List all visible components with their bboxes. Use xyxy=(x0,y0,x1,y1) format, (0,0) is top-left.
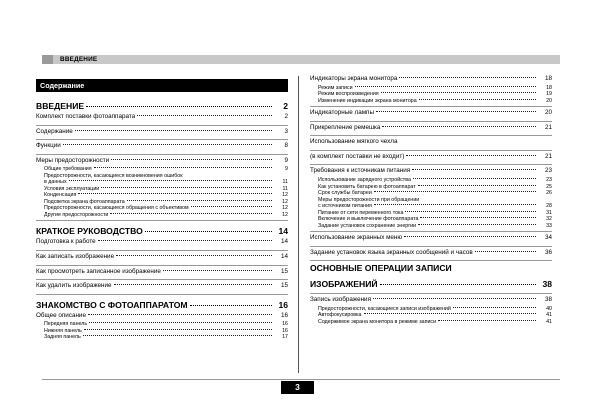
leader-dots xyxy=(127,200,272,201)
toc-page-number: 38 xyxy=(544,296,552,304)
leader-dots xyxy=(453,307,536,308)
toc-sub-label: Другие предосторожности xyxy=(44,211,109,218)
toc-chapter-label: ВВЕДЕНИЕ xyxy=(36,101,85,111)
toc-page-number: 33 xyxy=(546,222,552,229)
leader-dots xyxy=(190,305,272,306)
toc-left-column xyxy=(36,75,288,341)
toc-page-number: 18 xyxy=(546,84,552,91)
leader-dots xyxy=(84,329,272,330)
toc-page-number: 12 xyxy=(282,211,288,218)
toc-entry[interactable] xyxy=(310,296,552,306)
toc-sub-label: Питание от сети переменного тока xyxy=(318,209,404,216)
entry-separator xyxy=(36,154,288,155)
leader-dots xyxy=(373,298,536,299)
leader-dots xyxy=(418,224,536,225)
toc-entry[interactable] xyxy=(36,268,288,278)
leader-dots xyxy=(63,144,272,145)
toc-entry-label: Как просмотреть записанное изображение xyxy=(36,267,161,275)
page-number: 3 xyxy=(281,381,314,394)
toc-page-number: 31 xyxy=(546,209,552,216)
toc-title: Содержание xyxy=(36,79,288,92)
toc-page-number: 19 xyxy=(546,91,552,98)
toc-chapter[interactable] xyxy=(310,279,552,291)
leader-dots xyxy=(114,284,272,285)
toc-entry-label: Задание установок языка экранных сообщений и часов xyxy=(310,248,473,256)
section-header-title: ВВЕДЕНИЕ xyxy=(60,55,98,63)
toc-page-number: 14 xyxy=(278,226,288,237)
toc-sub-label: Предосторожности, касающиеся обращения с объективом xyxy=(44,205,189,212)
toc-page-number: 23 xyxy=(544,167,552,175)
toc-sub-label: Изменение индикации экрана монитора xyxy=(318,97,417,104)
toc-sub-label: Предосторожности, касающиеся записи изображений xyxy=(318,305,451,312)
entry-separator xyxy=(36,265,288,266)
leader-dots xyxy=(399,77,536,78)
toc-entry-label: Использование мягкого чехла xyxy=(310,138,398,146)
leader-dots xyxy=(110,213,272,214)
leader-dots xyxy=(111,159,272,160)
toc-sub-label: в данных xyxy=(44,179,67,186)
toc-chapter-title: ОСНОВНЫЕ ОПЕРАЦИИ ЗАПИСИ xyxy=(310,263,452,274)
toc-page-number: 41 xyxy=(546,312,552,319)
leader-dots xyxy=(163,270,272,271)
entry-separator xyxy=(310,293,552,294)
footer-rule xyxy=(42,379,560,380)
toc-page-number: 11 xyxy=(282,179,288,186)
toc-entry[interactable] xyxy=(36,253,288,263)
leader-dots xyxy=(116,255,272,256)
toc-entry[interactable] xyxy=(36,282,288,292)
toc-sub[interactable] xyxy=(310,223,552,230)
toc-sub[interactable] xyxy=(36,212,288,219)
entry-separator xyxy=(310,106,552,107)
toc-right-list xyxy=(310,75,552,325)
toc-chapter[interactable] xyxy=(36,101,288,113)
toc-page-number: 34 xyxy=(544,234,552,242)
toc-page-number: 40 xyxy=(546,305,552,312)
toc-sub-label: с источником питания xyxy=(318,203,372,210)
toc-page-number: 41 xyxy=(546,318,552,325)
toc-sub-label: Включение и выключение фотоаппарата xyxy=(318,216,419,223)
leader-dots xyxy=(418,185,536,186)
toc-sub-label: Как установить батарею в фотоаппарат xyxy=(318,183,416,190)
toc-entry[interactable] xyxy=(36,128,288,138)
toc-entry[interactable] xyxy=(36,142,288,152)
leader-dots xyxy=(374,191,536,192)
toc-right-column xyxy=(310,75,552,325)
toc-page-number: 9 xyxy=(284,156,288,164)
toc-sub-label: Автофокусировка xyxy=(318,312,362,319)
toc-page-number: 36 xyxy=(544,248,552,256)
toc-entry[interactable] xyxy=(310,153,552,163)
entry-separator xyxy=(310,246,552,247)
toc-sub-label: Подсветка экрана фотоаппарата xyxy=(44,198,125,205)
section-header-marker xyxy=(42,55,53,64)
toc-entry[interactable] xyxy=(310,75,552,85)
leader-dots xyxy=(137,115,272,116)
toc-entry-label: Индикаторы экрана монитора xyxy=(310,75,398,82)
leader-dots xyxy=(88,314,272,315)
toc-entry-label: Индикаторные лампы xyxy=(310,109,374,117)
leader-dots xyxy=(86,106,272,107)
leader-dots xyxy=(89,322,272,323)
leader-dots xyxy=(406,155,536,156)
toc-sub-label: Условия эксплуатации xyxy=(44,185,100,192)
leader-dots xyxy=(376,111,536,112)
leader-dots xyxy=(413,178,536,179)
toc-page-number: 38 xyxy=(542,279,552,290)
leader-dots xyxy=(374,204,536,205)
entry-separator xyxy=(36,250,288,251)
toc-sub[interactable] xyxy=(310,98,552,105)
toc-page-number: 21 xyxy=(544,152,552,160)
toc-page-number: 28 xyxy=(546,203,552,210)
toc-left-list xyxy=(36,101,288,341)
leader-dots xyxy=(381,92,536,93)
chapter-separator xyxy=(36,294,288,295)
toc-page-number: 23 xyxy=(546,177,552,184)
toc-sub-label: Предосторожности, касающиеся возникновения ошибок xyxy=(44,172,183,179)
toc-page-number: 12 xyxy=(282,198,288,205)
toc-entry-label: Как удалить изображение xyxy=(36,282,112,290)
toc-page-number: 3 xyxy=(284,127,288,135)
toc-entry[interactable] xyxy=(310,234,552,244)
leader-dots xyxy=(94,167,272,168)
toc-chapter-label: КРАТКОЕ РУКОВОДСТВО xyxy=(36,226,143,237)
toc-page-number: 12 xyxy=(282,192,288,199)
toc-page-number: 2 xyxy=(284,113,288,120)
toc-sub-label: Режим воспроизведения xyxy=(318,91,379,98)
toc-page-number: 20 xyxy=(546,97,552,104)
toc-sub-label: Использование зарядного устройства xyxy=(318,177,411,184)
toc-entry-label: Подготовка к работе xyxy=(36,238,96,246)
toc-chapter-label: ИЗОБРАЖЕНИЙ xyxy=(310,279,378,290)
leader-dots xyxy=(145,231,272,232)
toc-sub-label: Задание установок сохранение энергии xyxy=(318,222,417,229)
column-divider xyxy=(298,76,299,373)
toc-page-number: 25 xyxy=(546,183,552,190)
toc-page-number: 15 xyxy=(280,267,288,275)
toc-sub-label: Нижняя панель xyxy=(44,327,82,334)
chapter-separator xyxy=(310,260,552,261)
toc-page-number: 8 xyxy=(284,142,288,150)
toc-entry[interactable] xyxy=(310,124,552,134)
toc-sub-label: Общие требования xyxy=(44,166,92,173)
toc-page-number: 21 xyxy=(544,123,552,131)
toc-entry-label: Комплект поставки фотоаппарата xyxy=(36,113,136,120)
toc-chapter[interactable] xyxy=(36,226,288,238)
leader-dots xyxy=(419,99,536,100)
entry-separator xyxy=(36,139,288,140)
toc-entry-label: Прикрепление ремешка xyxy=(310,123,381,131)
toc-sub[interactable] xyxy=(36,334,288,341)
toc-entry[interactable] xyxy=(36,312,288,322)
toc-page-number: 20 xyxy=(544,109,552,117)
toc-entry-label: Требования к источникам питания xyxy=(310,167,411,175)
leader-dots xyxy=(78,193,272,194)
toc-page-number: 12 xyxy=(282,205,288,212)
toc-chapter-label: ЗНАКОМСТВО С ФОТОАППАРАТОМ xyxy=(36,299,188,310)
leader-dots xyxy=(438,320,536,321)
leader-dots xyxy=(412,169,536,170)
leader-dots xyxy=(475,251,536,252)
toc-sub-label: Срок службы батареи xyxy=(318,190,372,197)
toc-sub-label: Содержимое экрана монитора в режиме записи xyxy=(318,318,437,325)
toc-page-number: 14 xyxy=(280,252,288,260)
entry-separator xyxy=(36,279,288,280)
toc-entry-label: Как записать изображение xyxy=(36,252,115,260)
toc-page-number: 15 xyxy=(280,282,288,290)
toc-entry[interactable] xyxy=(36,157,288,167)
entry-separator xyxy=(310,150,552,151)
toc-entry[interactable] xyxy=(310,109,552,119)
toc-entry[interactable] xyxy=(36,113,288,123)
leader-dots xyxy=(404,236,536,237)
toc-sub-label: Режим записи xyxy=(318,84,353,91)
leader-dots xyxy=(191,206,272,207)
toc-entry-label: Функции xyxy=(36,142,61,150)
entry-separator xyxy=(36,125,288,126)
toc-page-number: 14 xyxy=(280,238,288,246)
toc-sub-label: Передняя панель xyxy=(44,321,88,328)
toc-entry[interactable] xyxy=(310,249,552,259)
toc-page-number: 32 xyxy=(546,216,552,223)
entry-separator xyxy=(310,121,552,122)
toc-page-number: 16 xyxy=(282,327,288,334)
leader-dots xyxy=(75,130,272,131)
entry-separator xyxy=(310,164,552,165)
leader-dots xyxy=(98,240,272,241)
toc-page-number: 16 xyxy=(282,321,288,328)
leader-dots xyxy=(355,86,536,87)
toc-entry-label: Использование экранных меню xyxy=(310,234,403,242)
section-header-bar xyxy=(42,55,560,64)
toc-sub-label: Конденсация xyxy=(44,192,77,199)
chapter-separator xyxy=(36,220,288,221)
leader-dots xyxy=(405,211,536,212)
toc-sub-label: Задняя панель xyxy=(44,334,81,341)
toc-entry-label: Общее описание xyxy=(36,311,86,319)
leader-dots xyxy=(69,180,272,181)
toc-page-number: 2 xyxy=(283,101,288,111)
toc-entry[interactable] xyxy=(310,167,552,177)
leader-dots xyxy=(380,284,536,285)
toc-entry[interactable] xyxy=(36,238,288,248)
toc-entry-label: Меры предосторожности xyxy=(36,156,110,164)
toc-entry-label: Запись изображения xyxy=(310,296,371,304)
toc-page-number: 9 xyxy=(285,166,288,173)
toc-entry-label: Содержание xyxy=(36,127,73,135)
toc-page-number: 16 xyxy=(278,299,288,310)
toc-page-number: 16 xyxy=(280,311,288,319)
toc-sub[interactable] xyxy=(310,319,552,326)
toc-sub-label: Меры предосторожности при обращении xyxy=(318,196,420,203)
leader-dots xyxy=(364,313,536,314)
toc-entry-label: (в комплект поставки не входит) xyxy=(310,152,405,160)
leader-dots xyxy=(382,126,536,127)
toc-page-number: 17 xyxy=(282,334,288,341)
toc-chapter[interactable] xyxy=(36,300,288,312)
toc-page-number: 11 xyxy=(282,185,288,192)
toc-entry[interactable] xyxy=(310,138,552,148)
leader-dots xyxy=(101,187,272,188)
entry-separator xyxy=(310,135,552,136)
entry-separator xyxy=(310,231,552,232)
toc-page-number: 26 xyxy=(546,190,552,197)
toc-page-number: 18 xyxy=(544,75,552,82)
leader-dots xyxy=(83,335,272,336)
leader-dots xyxy=(420,217,536,218)
